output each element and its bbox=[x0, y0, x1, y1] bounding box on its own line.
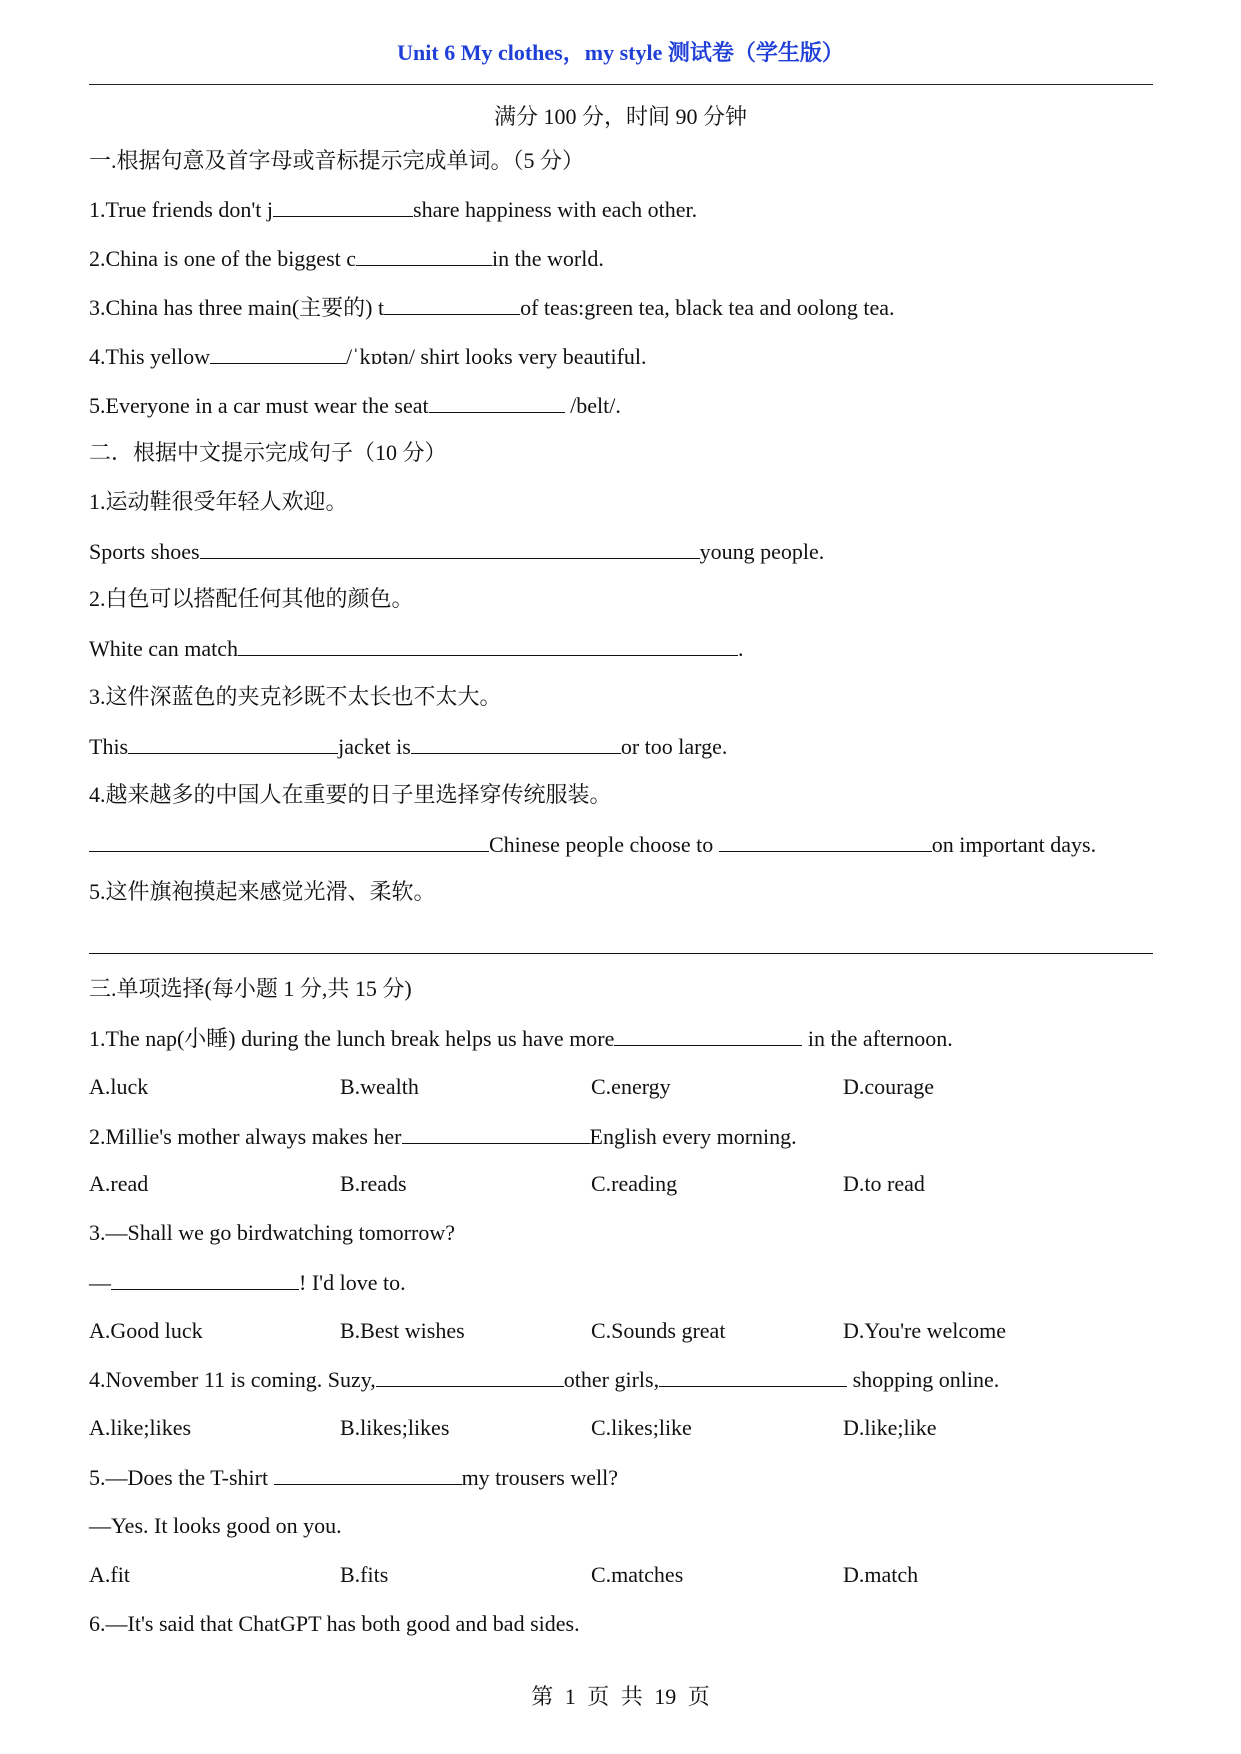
question-text: Sports shoes bbox=[89, 539, 200, 564]
option-a[interactable]: A.luck bbox=[89, 1074, 149, 1099]
s1-question-1 bbox=[89, 194, 697, 225]
s2-question-1-chinese: 1.运动鞋很受年轻人欢迎。 bbox=[89, 489, 348, 514]
question-text: of teas:green tea, black tea and oolong tea. bbox=[520, 295, 895, 320]
question-text: 4.This yellow bbox=[89, 344, 210, 369]
s3-question-5 bbox=[89, 1462, 618, 1493]
page-number: 第 1 页 共 19 页 bbox=[531, 1684, 710, 1709]
s2-question-3-chinese: 3.这件深蓝色的夹克衫既不太长也不太大。 bbox=[89, 684, 502, 709]
s3-question-3-reply bbox=[89, 1267, 406, 1298]
answer-blank[interactable] bbox=[111, 1267, 299, 1290]
question-text: 5.Everyone in a car must wear the seat bbox=[89, 393, 429, 418]
question-text: Chinese people choose to bbox=[489, 832, 719, 857]
option-a[interactable]: A.read bbox=[89, 1171, 149, 1196]
question-text: 5.—Does the T-shirt bbox=[89, 1465, 274, 1490]
question-text: English every morning. bbox=[589, 1124, 797, 1149]
question-text: or too large. bbox=[620, 734, 728, 759]
s2-question-1 bbox=[89, 536, 824, 567]
question-text: This bbox=[89, 734, 129, 759]
option-c[interactable]: C.Sounds great bbox=[591, 1318, 726, 1343]
option-a[interactable]: A.like;likes bbox=[89, 1415, 192, 1440]
s1-question-5 bbox=[89, 390, 621, 421]
answer-blank[interactable] bbox=[402, 1121, 590, 1144]
section1-heading: 一.根据句意及首字母或音标提示完成单词。（5 分） bbox=[89, 148, 585, 173]
answer-blank[interactable] bbox=[238, 633, 738, 656]
s2-question-4-chinese: 4.越来越多的中国人在重要的日子里选择穿传统服装。 bbox=[89, 782, 612, 807]
question-text: jacket is bbox=[338, 734, 411, 759]
question-text: /belt/. bbox=[564, 393, 621, 418]
option-d[interactable]: D.like;like bbox=[843, 1415, 937, 1440]
option-b[interactable]: B.likes;likes bbox=[340, 1415, 450, 1440]
question-text: /ˈkɒtən/ shirt looks very beautiful. bbox=[346, 344, 647, 369]
question-text: my trousers well? bbox=[461, 1465, 618, 1490]
question-text: ! I'd love to. bbox=[299, 1270, 406, 1295]
option-c[interactable]: C.energy bbox=[591, 1074, 671, 1099]
s2-question-5-chinese: 5.这件旗袍摸起来感觉光滑、柔软。 bbox=[89, 879, 436, 904]
question-text: young people. bbox=[699, 539, 825, 564]
answer-blank[interactable] bbox=[128, 731, 338, 754]
answer-line[interactable] bbox=[89, 953, 1153, 954]
answer-blank[interactable] bbox=[356, 243, 492, 266]
answer-blank[interactable] bbox=[210, 341, 346, 364]
s3-question-4 bbox=[89, 1364, 999, 1395]
option-b[interactable]: B.Best wishes bbox=[340, 1318, 465, 1343]
answer-blank[interactable] bbox=[274, 1462, 462, 1485]
option-b[interactable]: B.reads bbox=[340, 1171, 407, 1196]
answer-blank[interactable] bbox=[384, 292, 520, 315]
section3-heading: 三.单项选择(每小题 1 分,共 15 分) bbox=[89, 976, 412, 1001]
answer-blank[interactable] bbox=[200, 536, 700, 559]
answer-blank[interactable] bbox=[429, 390, 565, 413]
page-title: Unit 6 My clothes，my style 测试卷（学生版） bbox=[397, 40, 844, 65]
s1-question-3 bbox=[89, 292, 895, 323]
s3-question-1 bbox=[89, 1023, 953, 1054]
question-text: on important days. bbox=[931, 832, 1097, 857]
question-text: 2.China is one of the biggest c bbox=[89, 246, 357, 271]
answer-blank[interactable] bbox=[719, 829, 932, 852]
option-c[interactable]: C.reading bbox=[591, 1171, 678, 1196]
question-text: 3.China has three main(主要的) t bbox=[89, 295, 385, 320]
option-c[interactable]: C.likes;like bbox=[591, 1415, 692, 1440]
answer-blank[interactable] bbox=[273, 194, 413, 217]
header-divider bbox=[89, 84, 1153, 85]
s2-question-3 bbox=[89, 731, 727, 762]
question-text: in the afternoon. bbox=[802, 1026, 953, 1051]
answer-blank[interactable] bbox=[411, 731, 621, 754]
question-text: . bbox=[738, 636, 744, 661]
option-c[interactable]: C.matches bbox=[591, 1562, 684, 1587]
answer-blank[interactable] bbox=[376, 1364, 564, 1387]
option-b[interactable]: B.wealth bbox=[340, 1074, 419, 1099]
question-text: 1.The nap(小睡) during the lunch break helps us have more bbox=[89, 1026, 615, 1051]
s3-question-6: 6.—It's said that ChatGPT has both good and bad sides. bbox=[89, 1611, 580, 1636]
s2-question-2-chinese: 2.白色可以搭配任何其他的颜色。 bbox=[89, 586, 414, 611]
question-text: shopping online. bbox=[847, 1367, 1000, 1392]
s2-question-2 bbox=[89, 633, 744, 664]
answer-blank[interactable] bbox=[89, 829, 489, 852]
option-a[interactable]: A.fit bbox=[89, 1562, 130, 1587]
question-text: share happiness with each other. bbox=[413, 197, 698, 222]
question-text: — bbox=[89, 1270, 111, 1295]
s3-question-3: 3.—Shall we go birdwatching tomorrow? bbox=[89, 1220, 455, 1245]
section2-heading: 二．根据中文提示完成句子（10 分） bbox=[89, 440, 447, 465]
option-d[interactable]: D.match bbox=[843, 1562, 919, 1587]
option-d[interactable]: D.to read bbox=[843, 1171, 925, 1196]
answer-blank[interactable] bbox=[659, 1364, 847, 1387]
question-text: in the world. bbox=[492, 246, 604, 271]
question-text: 1.True friends don't j bbox=[89, 197, 274, 222]
s2-question-4 bbox=[89, 829, 1096, 860]
s3-question-2 bbox=[89, 1121, 797, 1152]
question-text: 4.November 11 is coming. Suzy, bbox=[89, 1367, 376, 1392]
answer-blank[interactable] bbox=[614, 1023, 802, 1046]
question-text: 2.Millie's mother always makes her bbox=[89, 1124, 402, 1149]
option-b[interactable]: B.fits bbox=[340, 1562, 389, 1587]
question-text: White can match bbox=[89, 636, 239, 661]
s3-question-5-reply: —Yes. It looks good on you. bbox=[89, 1513, 342, 1538]
question-text: other girls, bbox=[563, 1367, 660, 1392]
score-time-line: 满分 100 分，时间 90 分钟 bbox=[493, 104, 747, 129]
option-d[interactable]: D.You're welcome bbox=[843, 1318, 1007, 1343]
option-d[interactable]: D.courage bbox=[843, 1074, 935, 1099]
s1-question-4 bbox=[89, 341, 647, 372]
option-a[interactable]: A.Good luck bbox=[89, 1318, 203, 1343]
s1-question-2 bbox=[89, 243, 604, 274]
